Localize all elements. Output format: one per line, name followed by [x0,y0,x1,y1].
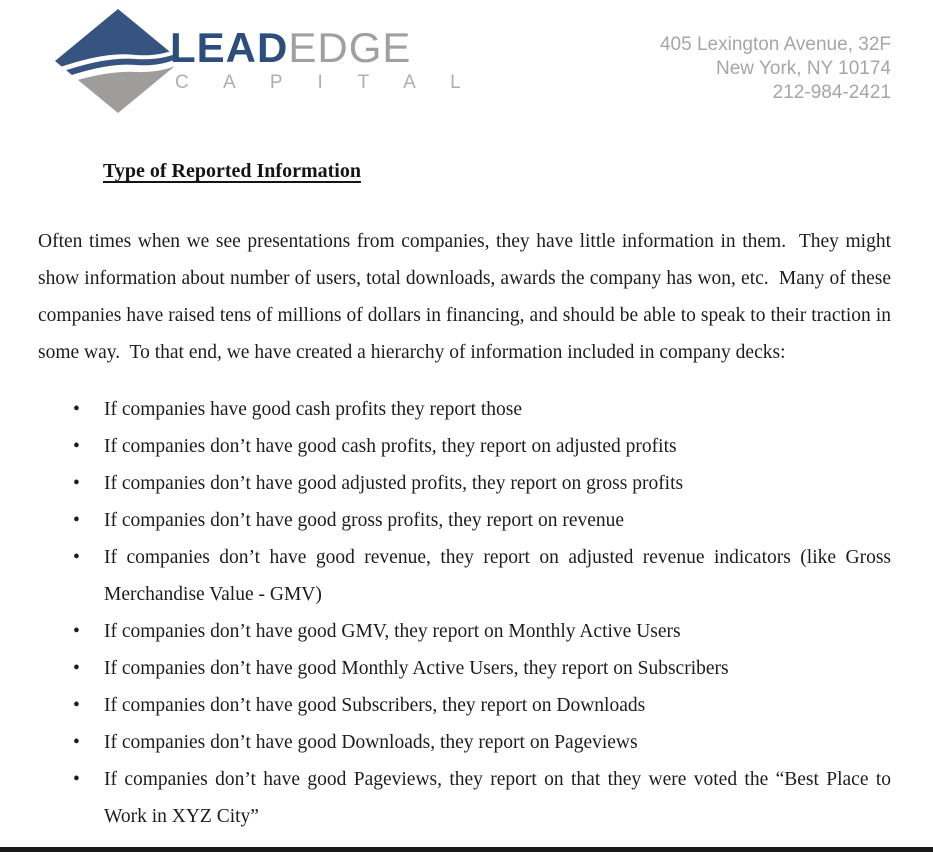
list-item [38,465,891,502]
company-address [660,33,891,105]
scan-bottom-edge [0,847,933,852]
bullet-icon: • [73,620,80,642]
page-title: Type of Reported Information [103,160,361,182]
list-item-text: If companies have good cash profits they report those [104,398,523,420]
list-item [38,502,891,539]
bullet-icon: • [73,694,80,716]
list-item-text: If companies don’t have good Subscribers, they report on Downloads [104,694,646,716]
list-item-text: If companies don’t have good revenue, they report on adjusted revenue indicators (like Gross Merchandise Value - GMV) [104,546,891,605]
bullet-icon: • [73,472,80,494]
list-item-text: If companies don’t have good Downloads, they report on Pageviews [104,731,638,753]
address-line-1: 405 Lexington Avenue, 32F [659,34,891,55]
letterhead [38,6,891,124]
bullet-icon: • [73,509,80,531]
bullet-icon: • [73,657,80,679]
logo-lead-text: LEAD [170,24,289,71]
diamond-logo-icon [52,6,184,116]
bullet-icon: • [73,731,80,753]
logo-edge-text: EDGE [288,24,412,71]
list-item [38,539,891,613]
logo-name [170,24,476,71]
address-line-2: New York, NY 10174 [716,58,891,79]
bullet-icon: • [73,768,80,790]
list-item-text: If companies don’t have good GMV, they report on Monthly Active Users [104,620,681,642]
list-item [38,650,891,687]
list-item-text: If companies don’t have good Pageviews, they report on that they were voted the “Best Place to Work in XYZ City” [104,768,891,827]
list-item-text: If companies don’t have good adjusted profits, they report on gross profits [104,472,684,494]
list-item-text: If companies don’t have good Monthly Active Users, they report on Subscribers [104,657,729,679]
company-logo [52,6,476,116]
logo-capital-text: C A P I T A L [175,72,476,93]
list-item [38,687,891,724]
list-item [38,724,891,761]
list-item-text: If companies don’t have good cash profits, they report on adjusted profits [104,435,677,457]
list-item [38,391,891,428]
intro-paragraph: Often times when we see presentations from companies, they have little information in them. They might show information about number of users, total downloads, awards the company has won, etc. Many of these companies have raised tens of millions of dollars in financing, and should be able to speak to their traction in some way. To that end, we have created a hierarchy of information included in company decks: [38,231,896,363]
bullet-icon: • [73,546,80,568]
list-item [38,613,891,650]
bullet-icon: • [73,398,80,420]
address-phone: 212-984-2421 [772,82,891,103]
list-item [38,761,891,835]
list-item [38,428,891,465]
logo-wordmark [170,24,476,94]
list-item-text: If companies don’t have good gross profits, they report on revenue [104,509,625,531]
bullet-list [38,391,891,835]
bullet-icon: • [73,435,80,457]
